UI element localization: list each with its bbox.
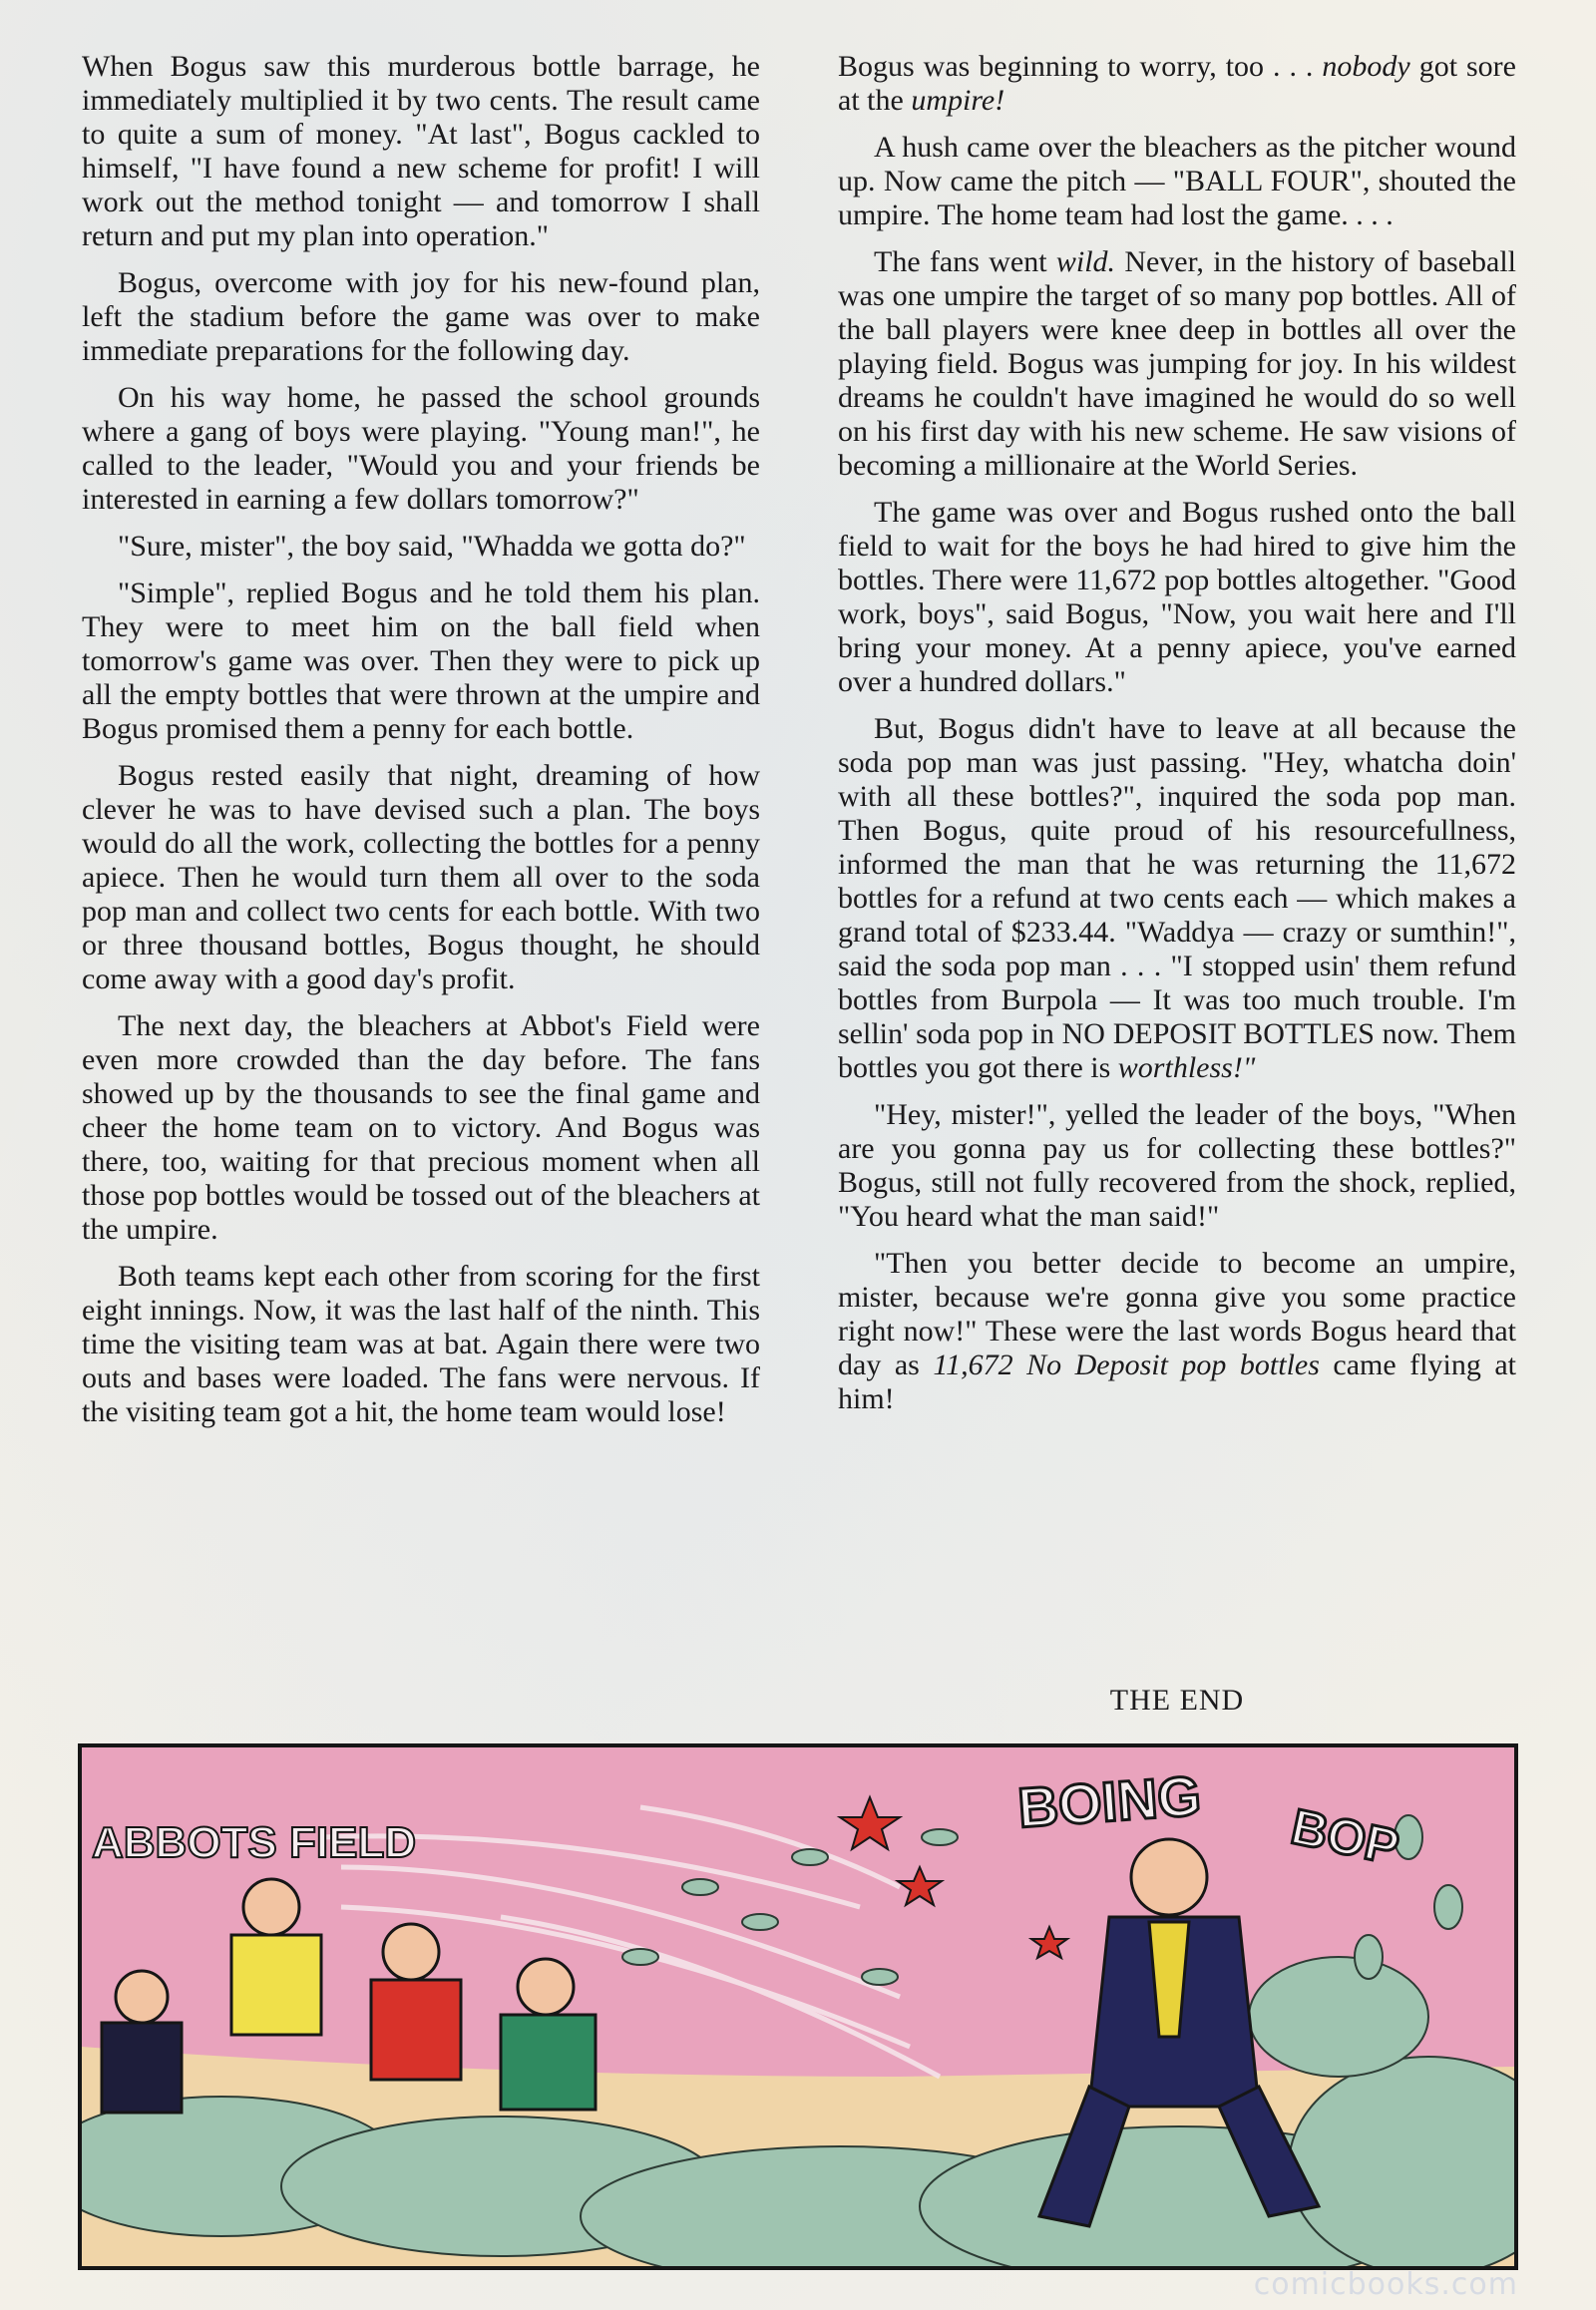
story-paragraph: "Hey, mister!", yelled the leader of the boys, "When are you gonna pay us for collecting these bottles?" Bogus, still not fully recovered from the shock, replied, "You heard what the man said!" <box>838 1098 1516 1233</box>
site-watermark: comicbooks.com <box>1253 2267 1518 2302</box>
story-paragraph: The game was over and Bogus rushed onto the ball field to wait for the boys he had hired to give him the bottles. There were 11,672 pop bottles altogether. "Good work, boys", said Bogus, "Now, you wait here and I'll bring your money. At a penny apiece, you've earned over a hundred dollars." <box>838 496 1516 698</box>
story-paragraph: "Sure, mister", the boy said, "Whadda we gotta do?" <box>118 530 746 563</box>
story-paragraph: A hush came over the bleachers as the pitcher wound up. Now came the pitch — "BALL FOUR", shouted the umpire. The home team had lost the game. . . . <box>838 131 1516 231</box>
story-paragraph: Both teams kept each other from scoring for the first eight innings. Now, it was the last half of the ninth. This time the visiting team was at bat. Again there were two outs and bases were loaded. The fans were nervous. If the visiting team got a hit, the home team would lose! <box>82 1260 760 1428</box>
the-end-caption: THE END <box>1109 1684 1245 1717</box>
story-paragraph: Bogus was beginning to worry, too . . . nobody got sore at the umpire! <box>838 50 1516 117</box>
story-column-right <box>838 50 1516 1429</box>
story-paragraph: "Simple", replied Bogus and he told them his plan. They were to meet him on the ball field when tomorrow's game was over. Then they were to pick up all the empty bottles that were thrown at the umpire and Bogus promised them a penny for each bottle. <box>82 577 760 745</box>
story-paragraph: But, Bogus didn't have to leave at all because the soda pop man was just passing. "Hey, whatcha doin' with all these bottles?", inquired the soda pop man. Then Bogus, quite proud of his resourcefullness, informed the man that he was returning the 11,672 bottles for a refund at two cents each — which makes a grand total of $233.44. "Waddya — crazy or sumthin!", said the soda pop man . . . "I stopped usin' them refund bottles from Burpola — It was too much trouble. I'm sellin' soda pop in NO DEPOSIT BOTTLES now. Them bottles you got there is worthless!" <box>838 712 1516 1084</box>
story-paragraph: Bogus, overcome with joy for his new-found plan, left the stadium before the game was over to make immediate preparations for the following day. <box>82 266 760 367</box>
story-paragraph: The fans went wild. Never, in the history of baseball was one umpire the target of so many pop bottles. All of the ball players were knee deep in bottles all over the playing field. Bogus was jumping for joy. In his wildest dreams he couldn't have imagined he would do so well on his first day with his new scheme. He saw visions of becoming a millionaire at the World Series. <box>838 245 1517 482</box>
sfx-bop: BOP <box>1286 1797 1404 1876</box>
story-column-left <box>82 50 760 1442</box>
comic-panel <box>78 1743 1518 2270</box>
comic-panel-art <box>82 1747 1514 2266</box>
abbots-field-sign: ABBOTS FIELD <box>92 1818 417 1867</box>
story-paragraph: When Bogus saw this murderous bottle barrage, he immediately multiplied it by two cents. The result came to quite a sum of money. "At last", Bogus cackled to himself, "I have found a new scheme for profit! I will work out the method tonight — and tomorrow I shall return and put my plan into operation." <box>82 50 760 252</box>
story-paragraph: The next day, the bleachers at Abbot's Field were even more crowded than the day before. The fans showed up by the thousands to see the final game and cheer the home team on to victory. And Bogus was there, too, waiting for that precious moment when all those pop bottles would be tossed out of the bleachers at the umpire. <box>82 1009 760 1246</box>
story-paragraph: "Then you better decide to become an umpire, mister, because we're gonna give you some practice right now!" These were the last words Bogus heard that day as 11,672 No Deposit pop bottles came flying at him! <box>838 1247 1517 1415</box>
sfx-boing: BOING <box>1015 1763 1203 1839</box>
story-paragraph: Bogus rested easily that night, dreaming of how clever he was to have devised such a plan. The boys would do all the work, collecting the bottles for a penny apiece. Then he would turn them all over to the soda pop man and collect two cents for each bottle. With two or three thousand bottles, Bogus thought, he should come away with a good day's profit. <box>82 759 760 995</box>
story-paragraph: On his way home, he passed the school grounds where a gang of boys were playing. "Young man!", he called to the leader, "Would you and your friends be interested in earning a few dollars tomorrow?" <box>82 381 760 516</box>
